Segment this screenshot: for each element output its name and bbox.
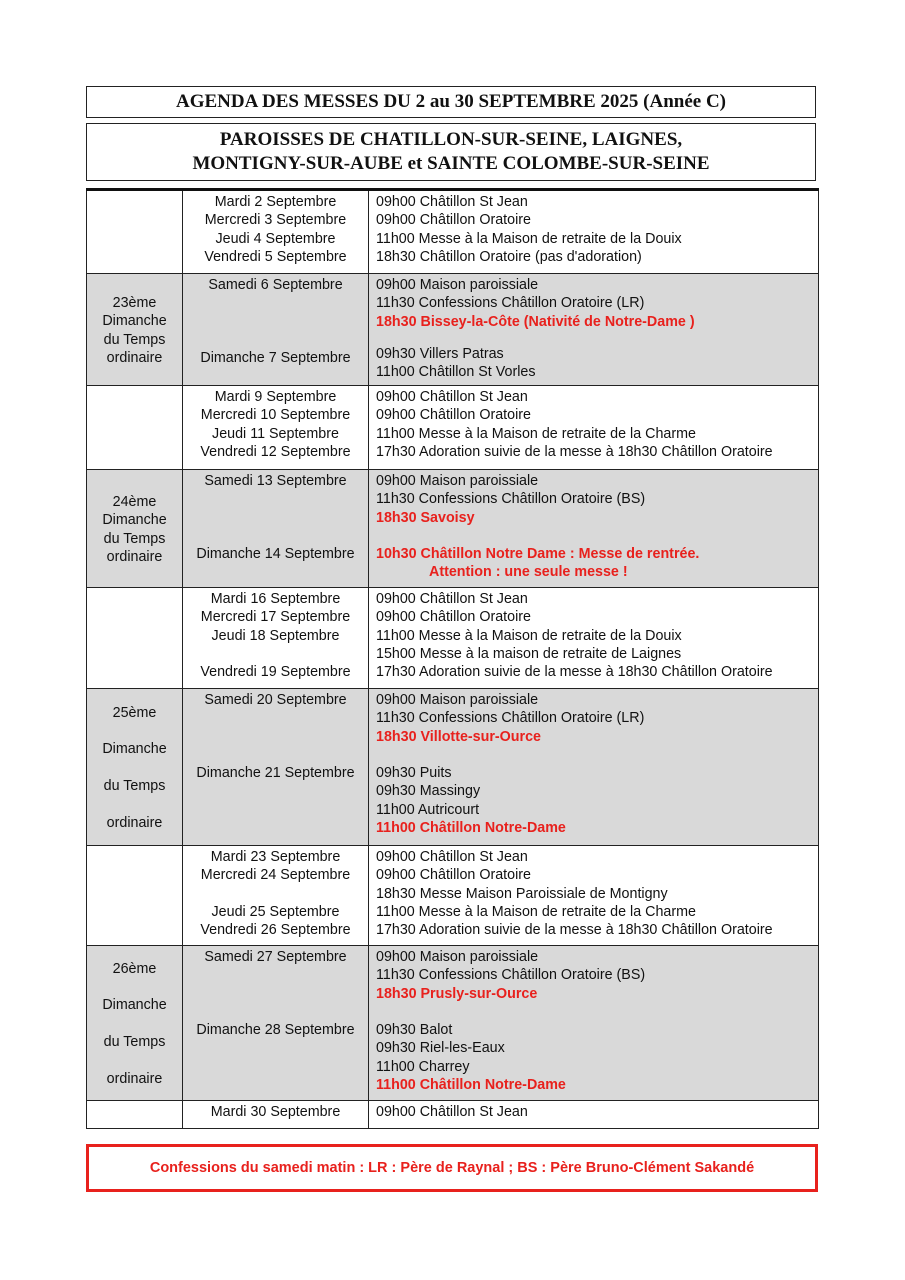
mass-entry: 11h30 Confessions Châtillon Oratoire (BS) xyxy=(376,491,646,508)
week-label-cell xyxy=(87,386,183,470)
parishes-line-1: PAROISSES DE CHATILLON-SUR-SEINE, LAIGNES, xyxy=(219,129,683,150)
masses-cell xyxy=(369,386,819,470)
table-row xyxy=(87,1101,819,1129)
day-label: Mardi 30 Septembre xyxy=(210,1104,341,1120)
mass-schedule-table xyxy=(86,188,819,1129)
mass-entry: 18h30 Châtillon Oratoire (pas d'adoration) xyxy=(376,248,642,265)
day-label: Dimanche 21 Septembre xyxy=(196,765,355,782)
day-label: Mardi 2 Septembre xyxy=(214,194,337,210)
table-row xyxy=(87,846,819,946)
mass-entry: 09h00 Maison paroissiale xyxy=(376,949,539,965)
mass-entry: 09h30 Balot xyxy=(376,1022,453,1039)
mass-entry: 09h00 Châtillon Oratoire xyxy=(376,609,531,626)
week-label-cell xyxy=(87,846,183,946)
week-label-cell xyxy=(87,190,183,274)
day-label: Dimanche 7 Septembre xyxy=(200,349,351,366)
day-label: Mercredi 17 Septembre xyxy=(200,609,351,626)
table-row xyxy=(87,946,819,1101)
sunday-label: Dimanche xyxy=(102,512,167,529)
days-cell xyxy=(183,190,369,274)
masses-cell xyxy=(369,946,819,1101)
table-row xyxy=(87,386,819,470)
mass-entry: 09h00 Maison paroissiale xyxy=(376,473,539,489)
masses-cell xyxy=(369,470,819,588)
day-label: Mercredi 3 Septembre xyxy=(204,212,347,229)
sunday-label: Dimanche xyxy=(102,741,167,758)
mass-entry: 09h00 Châtillon St Jean xyxy=(376,849,528,865)
mass-entry: 09h00 Châtillon Oratoire xyxy=(376,407,531,424)
masses-cell xyxy=(369,588,819,689)
sunday-label-cell xyxy=(87,470,183,588)
mass-entry-highlight: Attention : une seule messe ! xyxy=(429,564,628,581)
day-label: Jeudi 4 Septembre xyxy=(215,230,336,247)
day-label: Mardi 16 Septembre xyxy=(210,591,341,607)
mass-entry: 09h00 Châtillon St Jean xyxy=(376,591,528,607)
mass-entry: 11h00 Charrey xyxy=(376,1058,470,1075)
sunday-label: ordinaire xyxy=(106,815,163,832)
sunday-label: du Temps xyxy=(103,331,166,348)
week-label-cell xyxy=(87,588,183,689)
table-row xyxy=(87,689,819,846)
sunday-label-cell xyxy=(87,689,183,846)
day-label: Mercredi 10 Septembre xyxy=(200,407,351,424)
mass-entry: 11h00 Messe à la Maison de retraite de la Charme xyxy=(376,425,696,442)
mass-entry: 11h00 Messe à la Maison de retraite de la Douix xyxy=(376,627,682,644)
mass-entry: 11h30 Confessions Châtillon Oratoire (LR) xyxy=(376,710,645,727)
day-label: Mardi 23 Septembre xyxy=(210,849,341,865)
mass-entry-highlight: 18h30 Savoisy xyxy=(376,509,475,526)
sunday-label: Dimanche xyxy=(102,997,167,1014)
day-label: Vendredi 5 Septembre xyxy=(204,248,347,265)
agenda-title: AGENDA DES MESSES DU 2 au 30 SEPTEMBRE 2025 (Année C) xyxy=(86,86,816,118)
mass-entry-highlight: 18h30 Prusly-sur-Ource xyxy=(376,985,538,1002)
mass-entry: 09h30 Villers Patras xyxy=(376,345,504,362)
mass-entry: 09h00 Châtillon St Jean xyxy=(376,1104,528,1120)
days-cell xyxy=(183,588,369,689)
mass-entry: 09h00 Châtillon St Jean xyxy=(376,389,528,405)
mass-entry-highlight: 18h30 Bissey-la-Côte (Nativité de Notre-Dame ) xyxy=(376,313,695,330)
masses-cell xyxy=(369,689,819,846)
day-label: Samedi 6 Septembre xyxy=(208,277,343,293)
day-label: Mardi 9 Septembre xyxy=(214,389,337,405)
mass-entry-highlight: 10h30 Châtillon Notre Dame : Messe de rentrée. xyxy=(376,545,700,562)
sunday-label-cell xyxy=(87,274,183,386)
sunday-ordinal: 25ème xyxy=(112,704,157,721)
day-label: Vendredi 12 Septembre xyxy=(200,443,351,460)
day-label: Jeudi 18 Septembre xyxy=(211,627,340,644)
day-label xyxy=(183,645,368,663)
sunday-ordinal: 24ème xyxy=(112,493,157,510)
table-row xyxy=(87,470,819,588)
table-row xyxy=(87,274,819,386)
mass-entry: 09h00 Châtillon Oratoire xyxy=(376,212,531,229)
day-label: Jeudi 25 Septembre xyxy=(211,903,340,920)
sunday-label: du Temps xyxy=(103,778,166,795)
parishes-line-2: MONTIGNY-SUR-AUBE et SAINTE COLOMBE-SUR-SEINE xyxy=(192,153,710,174)
mass-entry: 09h30 Puits xyxy=(376,765,452,782)
parishes-header xyxy=(86,123,816,181)
days-cell xyxy=(183,274,369,386)
mass-entry-highlight: 18h30 Villotte-sur-Ource xyxy=(376,728,542,745)
masses-cell xyxy=(369,274,819,386)
week-label-cell xyxy=(87,1101,183,1129)
masses-cell xyxy=(369,846,819,946)
sunday-label: ordinaire xyxy=(106,1071,163,1088)
mass-entry: 18h30 Messe Maison Paroissiale de Montigny xyxy=(376,885,668,902)
mass-entry: 11h00 Châtillon St Vorles xyxy=(376,364,536,381)
table-row xyxy=(87,190,819,274)
mass-entry-highlight: 11h00 Châtillon Notre-Dame xyxy=(376,1077,566,1094)
mass-entry: 15h00 Messe à la maison de retraite de Laignes xyxy=(376,645,682,662)
sunday-label: du Temps xyxy=(103,1034,166,1051)
days-cell xyxy=(183,470,369,588)
days-cell xyxy=(183,846,369,946)
mass-entry: 11h00 Autricourt xyxy=(376,801,480,818)
day-label: Samedi 27 Septembre xyxy=(204,949,347,965)
day-label: Samedi 13 Septembre xyxy=(204,473,347,489)
mass-entry: 09h00 Châtillon Oratoire xyxy=(376,867,531,884)
days-cell xyxy=(183,1101,369,1129)
day-label: Dimanche 14 Septembre xyxy=(196,545,355,562)
mass-entry: 11h30 Confessions Châtillon Oratoire (LR) xyxy=(376,295,645,312)
sunday-label-cell xyxy=(87,946,183,1101)
day-label: Mercredi 24 Septembre xyxy=(200,867,351,884)
mass-entry: 09h00 Maison paroissiale xyxy=(376,692,539,708)
sunday-label: ordinaire xyxy=(106,548,163,565)
mass-entry: 09h30 Massingy xyxy=(376,783,481,800)
sunday-ordinal: 23ème xyxy=(112,294,157,311)
mass-entry: 17h30 Adoration suivie de la messe à 18h30 Châtillon Oratoire xyxy=(376,664,773,681)
table-row xyxy=(87,588,819,689)
sunday-label: du Temps xyxy=(103,530,166,547)
days-cell xyxy=(183,946,369,1101)
day-label xyxy=(183,885,368,903)
mass-entry-highlight: 11h00 Châtillon Notre-Dame xyxy=(376,820,566,837)
masses-cell xyxy=(369,190,819,274)
day-label: Vendredi 26 Septembre xyxy=(200,922,351,939)
mass-entry: 17h30 Adoration suivie de la messe à 18h30 Châtillon Oratoire xyxy=(376,922,773,939)
mass-entry: 11h30 Confessions Châtillon Oratoire (BS) xyxy=(376,967,646,984)
confessions-note: Confessions du samedi matin : LR : Père de Raynal ; BS : Père Bruno-Clément Sakandé xyxy=(86,1144,818,1192)
mass-entry: 09h30 Riel-les-Eaux xyxy=(376,1040,505,1057)
days-cell xyxy=(183,386,369,470)
day-label: Samedi 20 Septembre xyxy=(204,692,347,708)
sunday-ordinal: 26ème xyxy=(112,960,157,977)
day-label: Jeudi 11 Septembre xyxy=(212,425,339,442)
mass-entry: 17h30 Adoration suivie de la messe à 18h30 Châtillon Oratoire xyxy=(376,443,773,460)
day-label: Vendredi 19 Septembre xyxy=(200,664,351,681)
mass-entry: 09h00 Maison paroissiale xyxy=(376,277,539,293)
days-cell xyxy=(183,689,369,846)
masses-cell xyxy=(369,1101,819,1129)
mass-entry: 11h00 Messe à la Maison de retraite de la Douix xyxy=(376,230,682,247)
sunday-label: ordinaire xyxy=(106,349,163,366)
mass-entry: 09h00 Châtillon St Jean xyxy=(376,194,528,210)
mass-entry: 11h00 Messe à la Maison de retraite de la Charme xyxy=(376,903,696,920)
sunday-label: Dimanche xyxy=(102,313,167,330)
day-label: Dimanche 28 Septembre xyxy=(196,1022,355,1039)
